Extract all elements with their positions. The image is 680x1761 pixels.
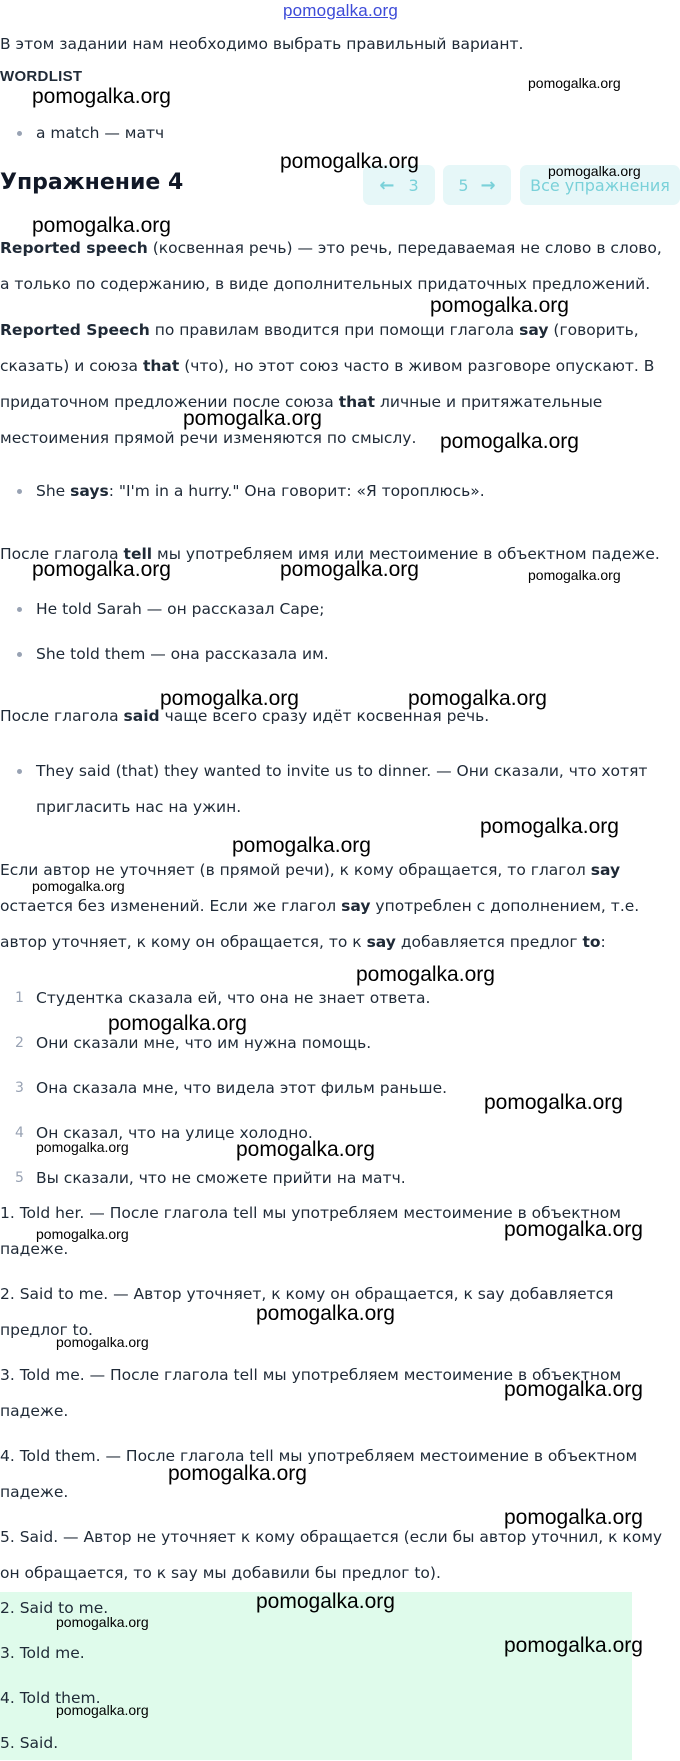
term-tell: tell: [123, 545, 153, 563]
next-exercise-button[interactable]: [443, 165, 511, 205]
task-item: Они сказали мне, что им нужна помощь.: [36, 1034, 372, 1052]
answer-item: 5. Said.: [0, 1734, 59, 1752]
bullet-icon: [17, 489, 22, 494]
text-span: They said (that) they wanted to invite us to dinner. — Они сказали, что хотят: [36, 762, 648, 780]
text-span: автор уточняет, к кому он обращается, то к: [0, 933, 367, 951]
term-says: says: [70, 482, 109, 500]
task-number: 2: [15, 1035, 24, 1051]
watermark: pomogalka.org: [36, 1226, 129, 1242]
term-said: said: [123, 707, 160, 725]
text-span: : "I'm in a hurry." Она говорит: «Я тороплюсь».: [108, 482, 485, 500]
text-span: употреблен с дополнением, т.е.: [370, 897, 640, 915]
text-span: предлог to.: [0, 1321, 93, 1339]
watermark: pomogalka.org: [32, 85, 171, 108]
watermark: pomogalka.org: [56, 1614, 149, 1630]
all-exercises-label: Все упражнения: [530, 175, 670, 195]
bullet-icon: [17, 769, 22, 774]
arrow-right-icon: →: [480, 174, 496, 196]
watermark: pomogalka.org: [168, 1462, 307, 1485]
watermark: pomogalka.org: [528, 75, 621, 91]
wordlist-item: a match — матч: [36, 124, 165, 142]
intro-text: В этом задании нам необходимо выбрать правильный вариант.: [0, 35, 524, 53]
watermark: pomogalka.org: [32, 558, 171, 581]
watermark: pomogalka.org: [480, 815, 619, 838]
explanation-item: [0, 1438, 680, 1510]
text-span: 3. Told me. — После глагола tell мы употребляем местоимение в объектном: [0, 1366, 622, 1384]
text-span: падеже.: [0, 1240, 69, 1258]
watermark: pomogalka.org: [504, 1218, 643, 1241]
text-span: мы употребляем имя или местоимение в объектном падеже.: [152, 545, 660, 563]
watermark: pomogalka.org: [256, 1590, 395, 1613]
task-item: Вы сказали, что не сможете прийти на матч.: [36, 1169, 406, 1187]
exercise-title: Упражнение 4: [0, 170, 184, 195]
watermark: pomogalka.org: [528, 567, 621, 583]
term-say: say: [590, 861, 621, 879]
bullet-icon: [17, 131, 22, 136]
text-span: (что), но этот союз часто в живом разговоре опускают. В: [179, 357, 655, 375]
watermark: pomogalka.org: [504, 1378, 643, 1401]
watermark: pomogalka.org: [36, 1139, 129, 1155]
term-to: to: [582, 933, 601, 951]
watermark: pomogalka.org: [504, 1634, 643, 1657]
text-span: Если автор не уточняет (в прямой речи), к кому обращается, то глагол: [0, 861, 591, 879]
watermark: pomogalka.org: [548, 163, 641, 179]
text-span: пригласить нас на ужин.: [36, 798, 242, 816]
theory-paragraph: [0, 852, 680, 960]
watermark: pomogalka.org: [356, 963, 495, 986]
watermark: pomogalka.org: [236, 1138, 375, 1161]
term-say: say: [366, 933, 396, 951]
text-span: сказать) и союза: [0, 357, 143, 375]
text-span: придаточном предложении после союза: [0, 393, 339, 411]
watermark: pomogalka.org: [56, 1334, 149, 1350]
watermark: pomogalka.org: [232, 834, 371, 857]
watermark: pomogalka.org: [280, 150, 419, 173]
text-span: по правилам вводится при помощи глагола: [149, 321, 520, 339]
example-item: He told Sarah — он рассказал Саре;: [36, 600, 325, 618]
watermark: pomogalka.org: [256, 1302, 395, 1325]
text-span: 2. Said to me. — Автор уточняет, к кому он обращается, к say добавляется: [0, 1285, 614, 1303]
text-span: падеже.: [0, 1402, 69, 1420]
watermark: pomogalka.org: [430, 294, 569, 317]
text-span: :: [600, 933, 606, 951]
text-span: 4. Told them. — После глагола tell мы употребляем местоимение в объектном: [0, 1447, 638, 1465]
text-span: She: [36, 482, 71, 500]
arrow-left-icon: ←: [379, 174, 395, 196]
text-span: падеже.: [0, 1483, 69, 1501]
term-say: say: [519, 321, 549, 339]
task-number: 1: [15, 990, 24, 1006]
task-item: Студентка сказала ей, что она не знает ответа.: [36, 989, 431, 1007]
text-span: остается без изменений. Если же глагол: [0, 897, 342, 915]
example-item: She told them — она рассказала им.: [36, 645, 329, 663]
term-say: say: [341, 897, 371, 915]
text-span: добавляется предлог: [395, 933, 583, 951]
term-reported-speech: Reported speech: [0, 239, 148, 257]
watermark: pomogalka.org: [183, 407, 322, 430]
term-that: that: [142, 357, 180, 375]
watermark: pomogalka.org: [160, 687, 299, 710]
answer-item: 2. Said to me.: [0, 1599, 109, 1617]
text-span: 5. Said. — Автор не уточняет к кому обращается (если бы автор уточнил, к кому: [0, 1528, 663, 1546]
theory-paragraph: [0, 230, 680, 302]
task-item: Она сказала мне, что видела этот фильм раньше.: [36, 1079, 448, 1097]
text-span: местоимения прямой речи изменяются по смыслу.: [0, 429, 417, 447]
text-span: (косвенная речь) — это речь, передаваемая не слово в слово,: [147, 239, 662, 257]
watermark: pomogalka.org: [280, 558, 419, 581]
site-logo-link[interactable]: pomogalka.org: [283, 1, 399, 20]
task-item: Он сказал, что на улице холодно.: [36, 1124, 313, 1142]
term-that: that: [338, 393, 376, 411]
answer-item: 3. Told me.: [0, 1644, 85, 1662]
text-span: 1. Told her. — После глагола tell мы употребляем местоимение в объектном: [0, 1204, 621, 1222]
answer-item: 4. Told them.: [0, 1689, 101, 1707]
text-span: личные и притяжательные: [375, 393, 603, 411]
text-span: чаще всего сразу идёт косвенная речь.: [159, 707, 490, 725]
example-item: [36, 473, 485, 509]
wordlist-title: WORDLIST: [0, 68, 83, 85]
next-exercise-label: 5: [458, 175, 469, 195]
text-span: а только по содержанию, в виде дополнительных придаточных предложений.: [0, 275, 651, 293]
text-span: (говорить,: [548, 321, 639, 339]
watermark: pomogalka.org: [56, 1702, 149, 1718]
watermark: pomogalka.org: [408, 687, 547, 710]
text-span: После глагола: [0, 545, 124, 563]
bullet-icon: [17, 607, 22, 612]
prev-exercise-label: 3: [408, 175, 419, 195]
task-number: 4: [15, 1125, 24, 1141]
watermark: pomogalka.org: [484, 1091, 623, 1114]
task-number: 3: [15, 1080, 24, 1096]
text-span: После глагола: [0, 707, 124, 725]
watermark: pomogalka.org: [108, 1012, 247, 1035]
task-number: 5: [15, 1170, 24, 1186]
theory-paragraph: [0, 698, 680, 734]
watermark: pomogalka.org: [32, 214, 171, 237]
bullet-icon: [17, 652, 22, 657]
text-span: он обращается, то к say мы добавили бы предлог to).: [0, 1564, 441, 1582]
term-reported-speech: Reported Speech: [0, 321, 150, 339]
watermark: pomogalka.org: [32, 878, 125, 894]
watermark: pomogalka.org: [504, 1506, 643, 1529]
watermark: pomogalka.org: [440, 430, 579, 453]
